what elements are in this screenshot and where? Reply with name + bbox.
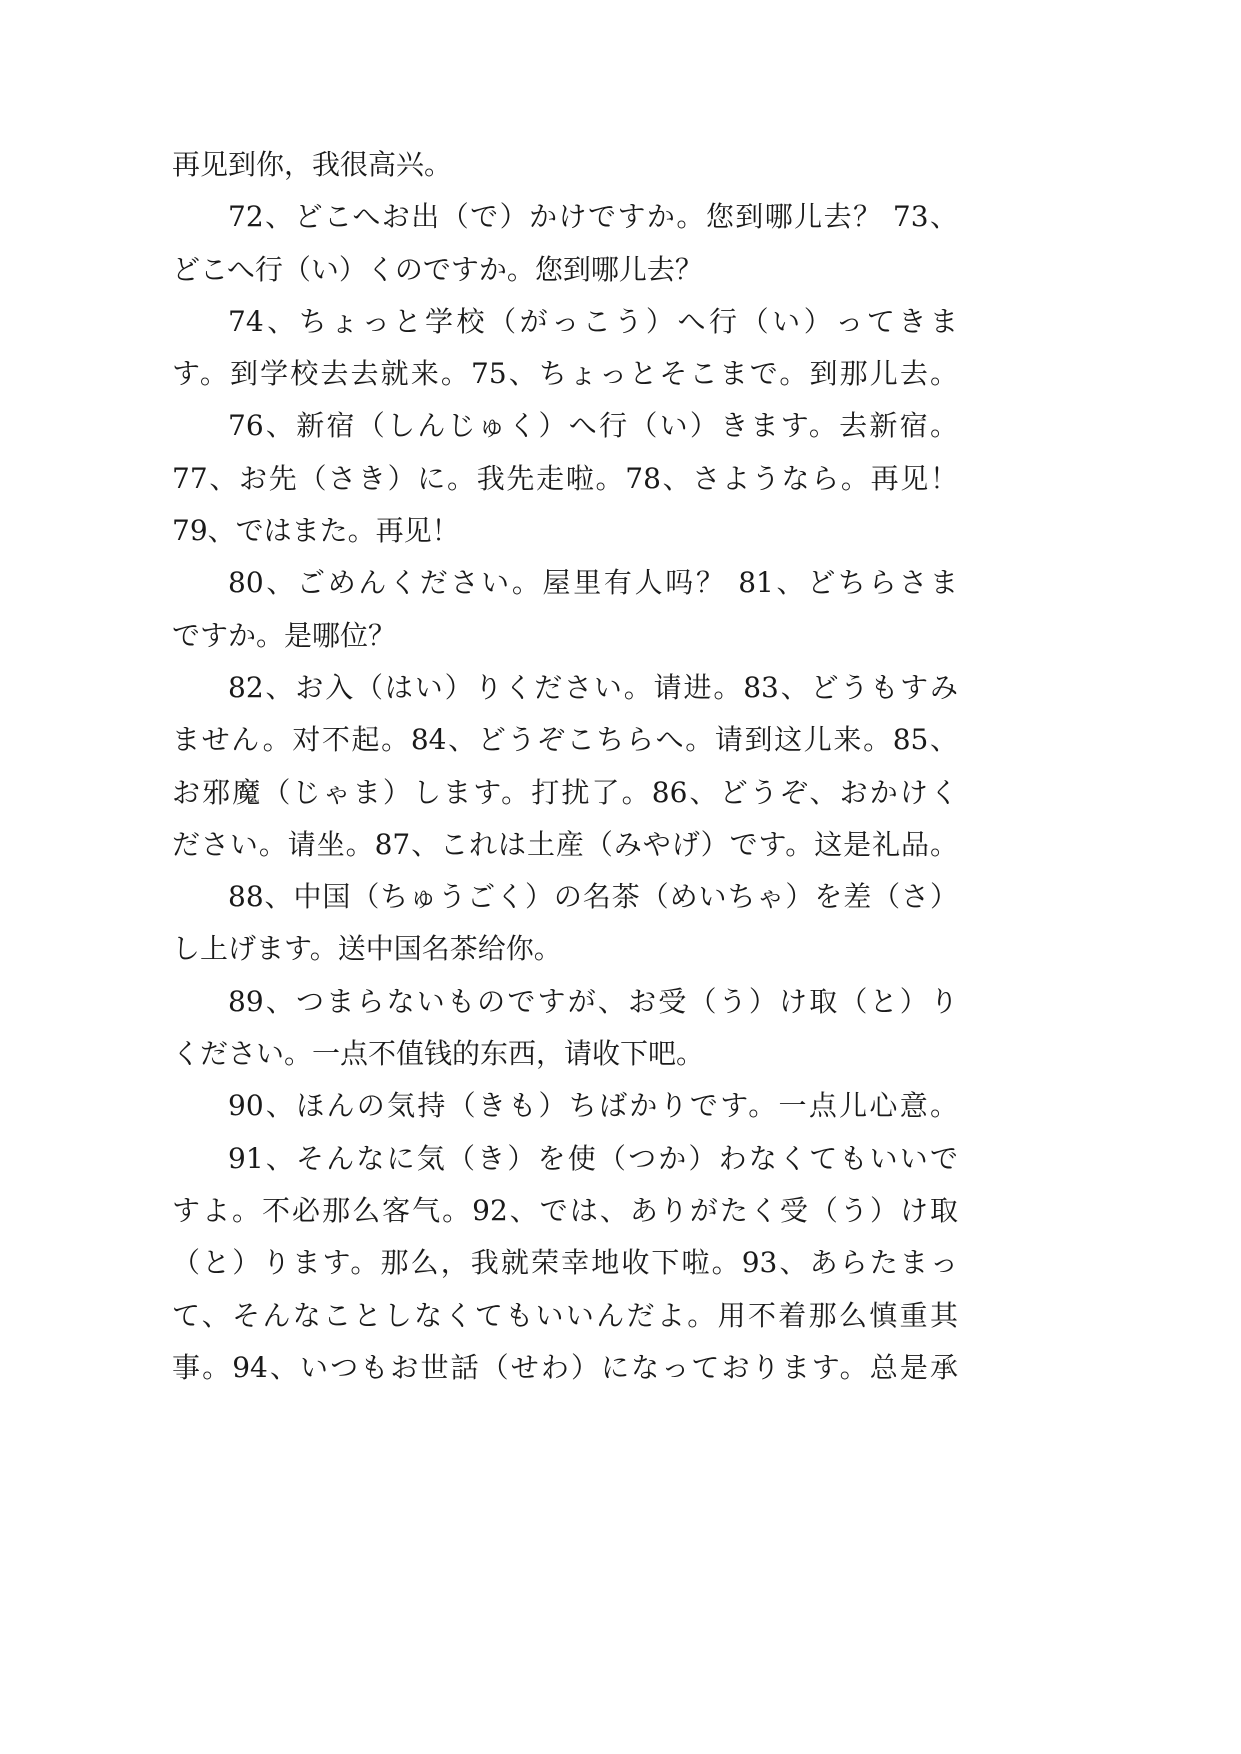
paragraph: [172, 1080, 958, 1132]
text-line: 74、ちょっと学校（がっこう）へ行（い）ってきま: [228, 304, 958, 338]
text-line: 事。94、いつもお世話（せわ）になっております。总是承: [172, 1350, 958, 1384]
text-line: て、そんなことしなくてもいいんだよ。用不着那么慎重其: [172, 1298, 958, 1332]
paragraph: [172, 662, 958, 871]
paragraph: [172, 1133, 958, 1394]
text-line: 72、どこへお出（で）かけですか。您到哪儿去？ 73、: [228, 200, 958, 234]
text-line: 90、ほんの気持（きも）ちばかりです。一点儿心意。: [228, 1089, 958, 1123]
paragraph: [172, 296, 958, 401]
text-line: 76、新宿（しんじゅく）へ行（い）きます。去新宿。: [228, 409, 958, 443]
paragraph: [172, 871, 958, 976]
text-line: す。到学校去去就来。75、ちょっとそこまで。到那儿去。: [172, 357, 958, 391]
text-line: し上げます。送中国名茶给你。: [172, 932, 562, 966]
text-line: 79、ではまた。再见！: [172, 514, 460, 548]
text-line: 77、お先（さき）に。我先走啦。78、さようなら。再见！: [172, 461, 958, 495]
text-line: 82、お入（はい）りください。请进。83、どうもすみ: [228, 670, 958, 704]
text-line: ません。对不起。84、どうぞこちらへ。请到这儿来。85、: [172, 723, 958, 757]
text-line: ださい。请坐。87、これは土産（みやげ）です。这是礼品。: [172, 827, 958, 861]
paragraph: [172, 400, 958, 557]
text-line: ください。一点不值钱的东西，请收下吧。: [172, 1037, 705, 1071]
text-line: すよ。不必那么客气。92、では、ありがたく受（う）け取: [172, 1193, 958, 1227]
continued-paragraph: [172, 139, 958, 191]
text-line: 再见到你，我很高兴。: [172, 148, 453, 181]
text-line: ですか。是哪位？: [172, 618, 397, 652]
paragraph: [172, 191, 958, 296]
text-line: お邪魔（じゃま）します。打扰了。86、どうぞ、おかけく: [172, 775, 958, 809]
text-line: どこへ行（い）くのですか。您到哪儿去？: [172, 252, 703, 286]
paragraph: [172, 976, 958, 1081]
text-line: 89、つまらないものですが、お受（う）け取（と）り: [228, 984, 958, 1018]
text-line: （と）ります。那么，我就荣幸地收下啦。93、あらたまっ: [172, 1246, 958, 1280]
text-line: 88、中国（ちゅうごく）の名茶（めいちゃ）を差（さ）: [228, 880, 958, 914]
document-body: [172, 139, 958, 1394]
paragraph: [172, 557, 958, 662]
text-line: 91、そんなに気（き）を使（つか）わなくてもいいで: [228, 1141, 958, 1175]
text-line: 80、ごめんください。屋里有人吗？ 81、どちらさま: [228, 566, 958, 600]
